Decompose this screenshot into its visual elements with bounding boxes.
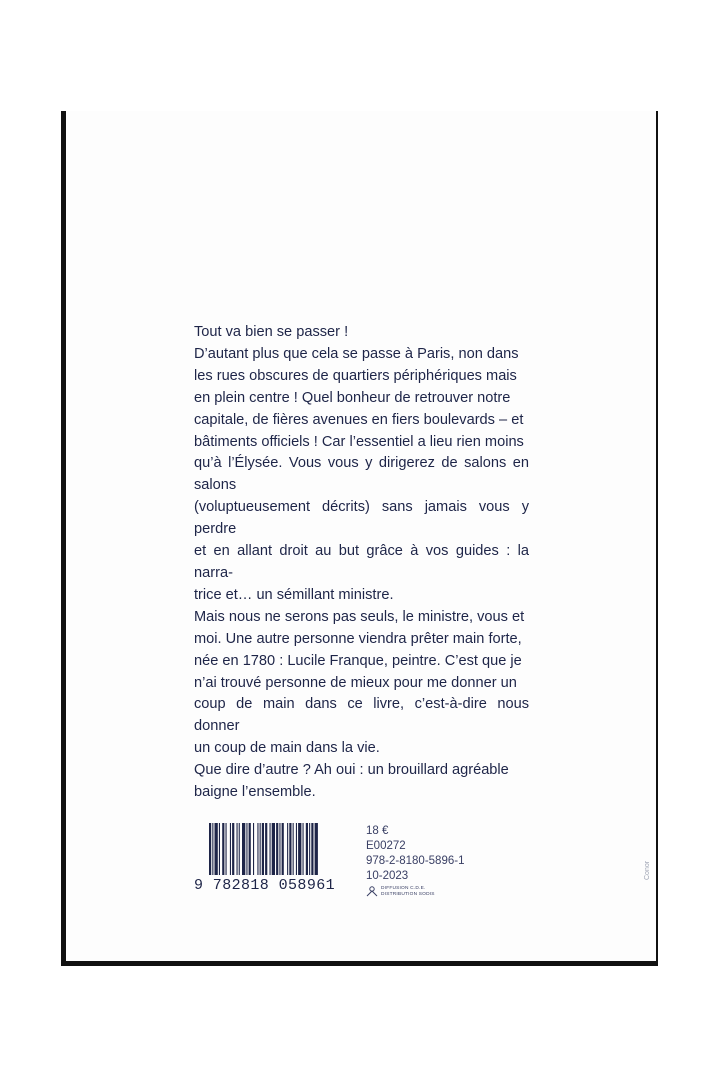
blurb-line: qu’à l’Élysée. Vous vous y dirigerez de salons en salons: [194, 455, 529, 494]
barcode-bar: [298, 823, 301, 875]
barcode-bar: [239, 823, 240, 875]
distribution-text: [381, 886, 435, 897]
barcode-bar: [260, 823, 261, 875]
blurb-line: coup de main dans ce livre, c’est-à-dire nous donner: [194, 696, 529, 735]
barcode-bar: [215, 823, 218, 875]
barcode-bar: [306, 823, 308, 875]
barcode-bar: [296, 823, 297, 875]
blurb-line: et en allant droit au but grâce à vos guides : la narra-: [194, 543, 529, 581]
barcode-bar: [303, 823, 304, 875]
barcode-bar: [246, 823, 247, 875]
blurb-line: Mais nous ne serons pas seuls, le ministre, vous et: [194, 608, 525, 625]
price-label: 18 €: [366, 825, 389, 837]
blurb-line: Que dire d’autre ? Ah oui : un brouillard agréable: [194, 762, 509, 779]
barcode-bar: [242, 823, 245, 875]
barcode-bar: [287, 823, 288, 875]
book-metadata: [366, 824, 464, 884]
blurb-paragraph-2: [194, 344, 529, 607]
barcode-bar: [293, 823, 294, 875]
barcode-bar: [279, 823, 280, 875]
isbn-barcode: [194, 823, 359, 895]
isbn-number: 978-2-8180-5896-1: [366, 855, 465, 867]
blurb-paragraph-4: [194, 760, 529, 804]
barcode-bar: [226, 823, 227, 875]
distributor-logo-icon: [366, 885, 378, 897]
barcode-bar: [230, 823, 231, 875]
blurb-line: capitale, de fières avenues en fiers boulevards – et: [194, 411, 524, 428]
back-cover-blurb: [194, 322, 529, 804]
barcode-bar: [219, 823, 220, 875]
barcode-bar: [262, 823, 264, 875]
cover-credit: Conor: [644, 860, 651, 880]
barcode-bar: [237, 823, 238, 875]
distribution-line-1: DIFFUSION C.D.E.: [381, 886, 426, 891]
barcode-bar: [311, 823, 313, 875]
barcode-bar: [253, 823, 254, 875]
barcode-digits: 9 782818 058961: [194, 877, 336, 894]
blurb-line: baigne l’ensemble.: [194, 784, 316, 801]
blurb-line: n’ai trouvé personne de mieux pour me donner un: [194, 674, 517, 691]
barcode-bar: [315, 823, 318, 875]
distribution-mark: [366, 885, 446, 899]
barcode-bar: [282, 823, 284, 875]
blurb-line: un coup de main dans la vie.: [194, 740, 380, 757]
barcode-bar: [249, 823, 251, 875]
blurb-line: bâtiments officiels ! Car l’essentiel a lieu rien moins: [194, 433, 524, 450]
barcode-bar: [232, 823, 234, 875]
blurb-line: en plein centre ! Quel bonheur de retrouver notre: [194, 389, 511, 406]
barcode-bar: [212, 823, 213, 875]
barcode-bar: [272, 823, 275, 875]
barcode-bar: [265, 823, 267, 875]
publication-date: 10-2023: [366, 870, 409, 882]
blurb-line: D’autant plus que cela se passe à Paris, non dans: [194, 345, 519, 362]
barcode-bar: [222, 823, 224, 875]
barcode-bar: [289, 823, 291, 875]
barcode-bar: [270, 823, 271, 875]
blurb-line: trice et… un sémillant ministre.: [194, 586, 394, 603]
distribution-line-2: DISTRIBUTION SODIS: [381, 891, 435, 897]
blurb-line: les rues obscures de quartiers périphériques mais: [194, 367, 517, 384]
product-code: E00272: [366, 840, 406, 852]
barcode-bar: [257, 823, 258, 875]
barcode-bar: [209, 823, 211, 875]
blurb-line: Tout va bien se passer !: [194, 324, 349, 340]
blurb-line: née en 1780 : Lucile Franque, peintre. C’est que je: [194, 652, 522, 669]
blurb-line: (voluptueusement décrits) sans jamais vous y perdre: [194, 499, 529, 538]
barcode-bar: [276, 823, 278, 875]
blurb-line: moi. Une autre personne viendra prêter main forte,: [194, 630, 522, 647]
blurb-paragraph-3: [194, 607, 529, 760]
barcode-bar: [309, 823, 310, 875]
barcode-bars: [209, 823, 357, 875]
blurb-paragraph-1: [194, 322, 529, 344]
